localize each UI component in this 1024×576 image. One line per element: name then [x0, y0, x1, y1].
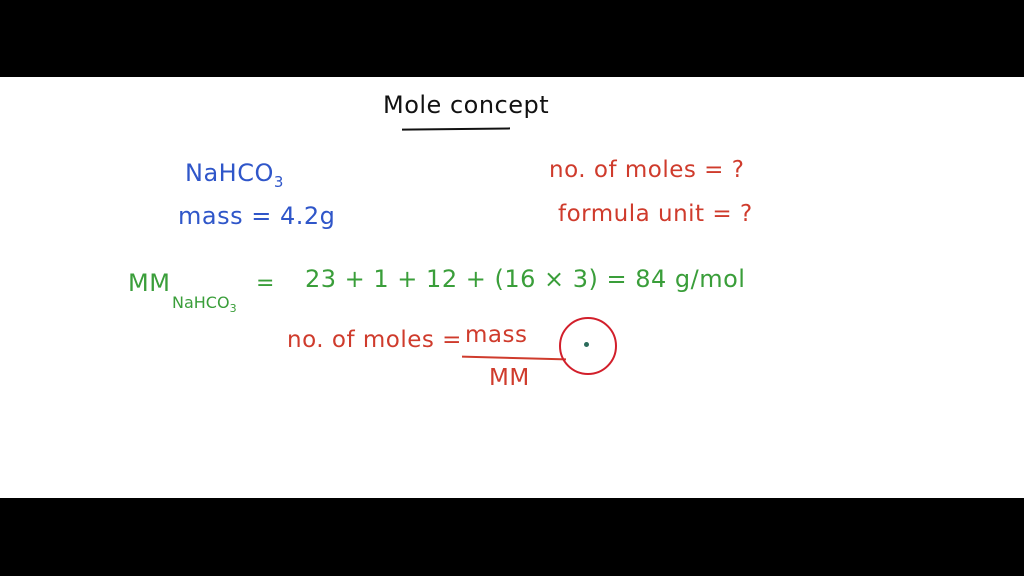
fraction-line	[462, 356, 566, 361]
pointer-dot	[584, 342, 589, 347]
compound-base: NaHCO	[185, 159, 274, 187]
mm-sub-digit: 3	[229, 302, 237, 315]
given-compound	[185, 159, 284, 191]
formula-label: no. of moles =	[287, 327, 462, 353]
formula-numerator: mass	[465, 322, 528, 348]
compound-subscript: 3	[273, 173, 284, 191]
title-underline	[402, 127, 510, 130]
page-title: Mole concept	[383, 91, 550, 119]
molar-mass-calculation: 23 + 1 + 12 + (16 × 3) = 84 g/mol	[305, 265, 746, 293]
question-moles: no. of moles = ?	[549, 157, 745, 183]
mm-sub-base: NaHCO	[172, 293, 230, 312]
molar-mass-equals: =	[256, 271, 275, 296]
molar-mass-subscript	[172, 293, 237, 315]
molar-mass-label: MM	[128, 269, 171, 297]
whiteboard	[0, 77, 1024, 498]
question-formula-unit: formula unit = ?	[558, 201, 753, 227]
given-mass: mass = 4.2g	[178, 202, 336, 230]
formula-denominator: MM	[489, 365, 530, 391]
